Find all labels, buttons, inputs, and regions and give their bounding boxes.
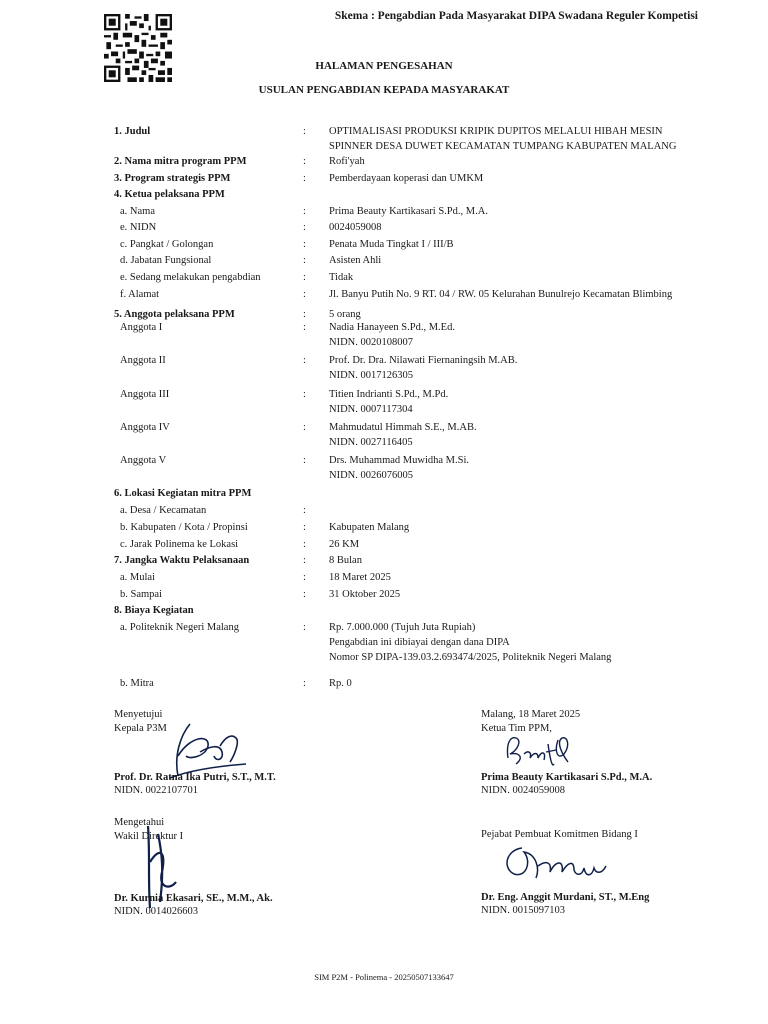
field-colon: :: [303, 589, 306, 600]
field-value: NIDN. 0017126305: [329, 370, 413, 381]
field-colon: :: [303, 156, 306, 167]
field-value: Penata Muda Tingkat I / III/B: [329, 239, 454, 250]
field-value: 18 Maret 2025: [329, 572, 391, 583]
field-value: OPTIMALISASI PRODUKSI KRIPIK DUPITOS MELALUI HIBAH MESIN: [329, 126, 663, 137]
leader-role: Ketua Tim PPM,: [481, 723, 552, 734]
field-value: Jl. Banyu Putih No. 9 RT. 04 / RW. 05 Kelurahan Bunulrejo Kecamatan Blimbing: [329, 289, 673, 300]
leader-nidn: NIDN. 0024059008: [481, 785, 565, 796]
footer-text: SIM P2M - Polinema - 20250507133647: [314, 972, 454, 982]
sign-date: Malang, 18 Maret 2025: [481, 709, 581, 720]
field-label: a. Nama: [120, 206, 155, 217]
field-label: 5. Anggota pelaksana PPM: [114, 309, 235, 320]
field-value: 31 Oktober 2025: [329, 589, 401, 600]
field-value: Drs. Muhammad Muwidha M.Si.: [329, 455, 469, 466]
field-value: 5 orang: [329, 309, 361, 320]
field-value: Prima Beauty Kartikasari S.Pd., M.A.: [329, 206, 488, 217]
field-value: Mahmudatul Himmah S.E., M.AB.: [329, 422, 477, 433]
field-value: Pemberdayaan koperasi dan UMKM: [329, 173, 484, 184]
commitment-officer-nidn: NIDN. 0015097103: [481, 905, 565, 916]
field-value: Rp. 7.000.000 (Tujuh Juta Rupiah): [329, 622, 476, 633]
field-label: Anggota IV: [120, 422, 170, 433]
commitment-officer-name: Dr. Eng. Anggit Murdani, ST., M.Eng: [481, 892, 650, 903]
field-label: 1. Judul: [114, 126, 151, 137]
leader-name: Prima Beauty Kartikasari S.Pd., M.A.: [481, 772, 653, 783]
field-value: Rofi'yah: [329, 156, 365, 167]
field-value: Asisten Ahli: [329, 255, 382, 266]
field-colon: :: [303, 206, 306, 217]
signature-image: [496, 838, 616, 888]
field-colon: :: [303, 309, 306, 320]
field-label: b. Mitra: [120, 678, 154, 689]
field-colon: :: [303, 239, 306, 250]
field-label: 4. Ketua pelaksana PPM: [114, 189, 225, 200]
field-colon: :: [303, 455, 306, 466]
field-value: Kabupaten Malang: [329, 522, 410, 533]
field-label: f. Alamat: [120, 289, 160, 300]
field-label: a. Politeknik Negeri Malang: [120, 622, 239, 633]
field-colon: :: [303, 522, 306, 533]
field-value: NIDN. 0026076005: [329, 470, 413, 481]
commitment-officer-role: Pejabat Pembuat Komitmen Bidang I: [481, 829, 638, 840]
field-value: NIDN. 0020108007: [329, 337, 413, 348]
field-label: c. Jarak Polinema ke Lokasi: [120, 539, 239, 550]
field-label: b. Sampai: [120, 589, 162, 600]
field-label: Anggota I: [120, 322, 163, 333]
scheme-label: Skema : Pengabdian Pada Masyarakat DIPA Swadana Reguler Kompetisi: [334, 10, 698, 22]
field-colon: :: [303, 622, 306, 633]
approver-name: Prof. Dr. Ratna Ika Putri, S.T., M.T.: [114, 772, 276, 783]
vice-director-name: Dr. Kurnia Ekasari, SE., M.M., Ak.: [114, 893, 273, 904]
field-value: SPINNER DESA DUWET KECAMATAN TUMPANG KABUPATEN MALANG: [329, 141, 677, 152]
field-label: 7. Jangka Waktu Pelaksanaan: [114, 555, 250, 566]
field-value: 0024059008: [329, 222, 382, 233]
field-value: Pengabdian ini dibiayai dengan dana DIPA: [329, 637, 510, 648]
field-label: e. Sedang melakukan pengabdian: [120, 272, 261, 283]
field-value: Prof. Dr. Dra. Nilawati Fiernaningsih M.AB.: [329, 355, 518, 366]
field-label: 6. Lokasi Kegiatan mitra PPM: [114, 488, 252, 499]
field-label: 8. Biaya Kegiatan: [114, 605, 194, 616]
field-colon: :: [303, 505, 306, 516]
field-label: d. Jabatan Fungsional: [120, 255, 212, 266]
field-value: 8 Bulan: [329, 555, 362, 566]
field-label: c. Pangkat / Golongan: [120, 239, 214, 250]
field-colon: :: [303, 222, 306, 233]
field-colon: :: [303, 678, 306, 689]
field-label: Anggota III: [120, 389, 170, 400]
field-value: 26 KM: [329, 539, 360, 550]
field-colon: :: [303, 322, 306, 333]
field-label: Anggota V: [120, 455, 167, 466]
field-value: Nadia Hanayeen S.Pd., M.Ed.: [329, 322, 455, 333]
acknowledge-label: Mengetahui: [114, 817, 165, 828]
field-value: Rp. 0: [329, 678, 352, 689]
field-value: Titien Indrianti S.Pd., M.Pd.: [329, 389, 449, 400]
field-colon: :: [303, 173, 306, 184]
field-label: b. Kabupaten / Kota / Propinsi: [120, 522, 248, 533]
page-title: HALAMAN PENGESAHAN: [315, 60, 453, 72]
field-label: 2. Nama mitra program PPM: [114, 156, 247, 167]
field-colon: :: [303, 572, 306, 583]
approval-label: Menyetujui: [114, 709, 163, 720]
field-value: Tidak: [329, 272, 354, 283]
field-label: a. Mulai: [120, 572, 155, 583]
approver-role: Kepala P3M: [114, 723, 167, 734]
field-colon: :: [303, 255, 306, 266]
field-value: NIDN. 0027116405: [329, 437, 413, 448]
approver-nidn: NIDN. 0022107701: [114, 785, 198, 796]
field-label: e. NIDN: [120, 222, 157, 233]
field-colon: :: [303, 539, 306, 550]
page-subtitle: USULAN PENGABDIAN KEPADA MASYARAKAT: [258, 84, 510, 96]
field-label: a. Desa / Kecamatan: [120, 505, 207, 516]
field-label: Anggota II: [120, 355, 166, 366]
field-colon: :: [303, 272, 306, 283]
field-value: Nomor SP DIPA-139.03.2.693474/2025, Politeknik Negeri Malang: [329, 652, 612, 663]
vice-director-role: Wakil Direktur I: [114, 831, 184, 842]
field-colon: :: [303, 555, 306, 566]
field-label: 3. Program strategis PPM: [114, 173, 231, 184]
field-colon: :: [303, 422, 306, 433]
field-colon: :: [303, 355, 306, 366]
field-colon: :: [303, 289, 306, 300]
field-colon: :: [303, 126, 306, 137]
field-colon: :: [303, 389, 306, 400]
vice-director-nidn: NIDN. 0014026603: [114, 906, 198, 917]
field-value: NIDN. 0007117304: [329, 404, 413, 415]
